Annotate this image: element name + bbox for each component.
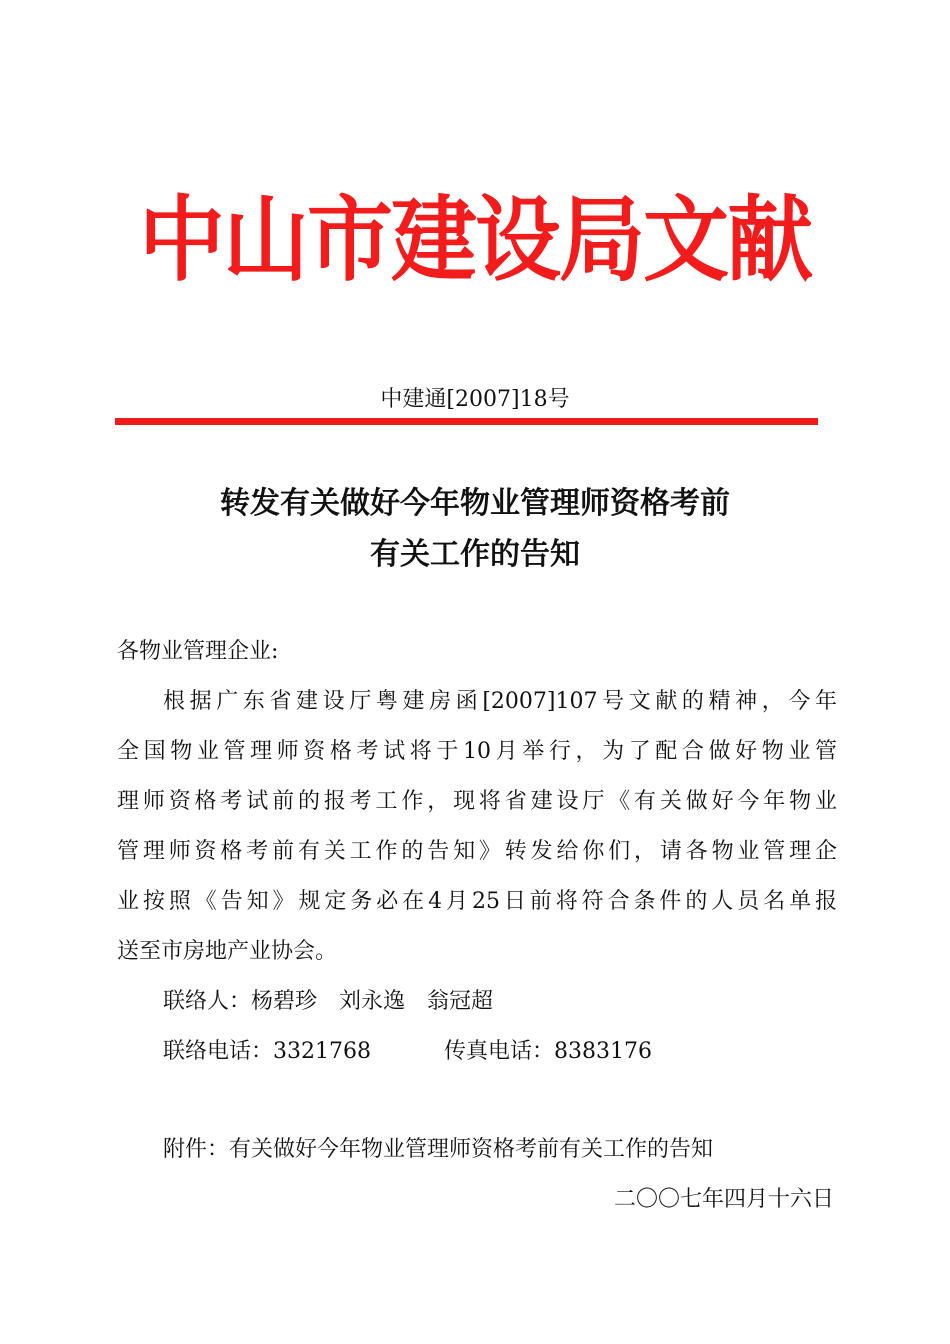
salutation: 各物业管理企业:: [117, 639, 279, 664]
contact-persons: 联络人：杨碧珍 刘永逸 翁冠超: [163, 989, 494, 1014]
body-line: 理师资格考试前的报考工作，现将省建设厅《有关做好今年物业: [117, 789, 837, 814]
issue-date: 二〇〇七年四月十六日: [613, 1187, 834, 1212]
document-number: 中建通[2007]18号: [380, 387, 570, 412]
body-line: 管理师资格考前有关工作的告知》转发给你们，请各物业管理企: [117, 839, 837, 864]
body-line: 业按照《告知》规定务必在4月25日前将符合条件的人员名单报: [117, 889, 837, 914]
body-line: 全国物业管理师资格考试将于10月举行，为了配合做好物业管: [117, 739, 837, 764]
notice-title-line-2: 有关工作的告知: [370, 537, 580, 572]
body-line: 送至市房地产业协会。: [117, 939, 338, 964]
red-divider-line: [115, 418, 818, 425]
fax-number: 传真电话：8383176: [444, 1039, 652, 1064]
body-line: 根据广东省建设厅粤建房函[2007]107号文献的精神，今年: [163, 689, 837, 714]
contact-phone: 联络电话：3321768: [163, 1039, 371, 1064]
notice-title-line-1: 转发有关做好今年物业管理师资格考前: [220, 486, 730, 521]
masthead-title: 中山市建设局文献: [139, 186, 811, 295]
attachment-line: 附件：有关做好今年物业管理师资格考前有关工作的告知: [163, 1137, 714, 1162]
